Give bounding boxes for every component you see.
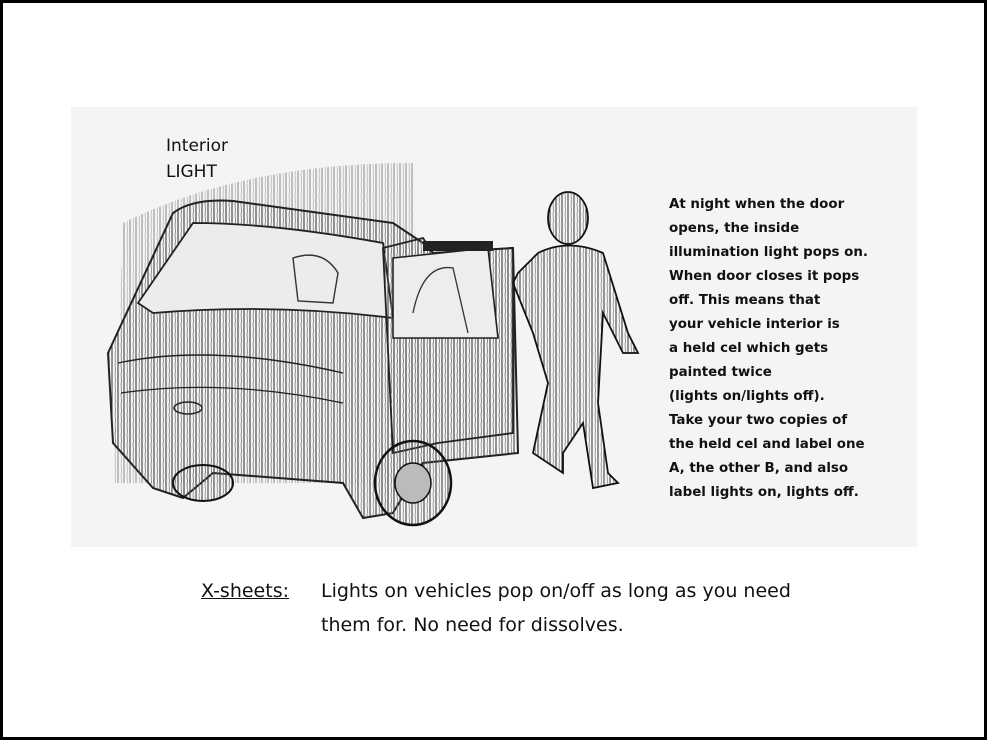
door-window xyxy=(393,248,498,338)
note-line: your vehicle interior is xyxy=(669,317,840,332)
note-line: (lights on/lights off). xyxy=(669,389,825,404)
note-line: off. This means that xyxy=(669,293,821,308)
note-line: illumination light pops on. xyxy=(669,245,868,260)
interior-light xyxy=(423,241,493,251)
xsheets-line: Lights on vehicles pop on/off as long as you need xyxy=(321,580,791,602)
van-sketch-illustration xyxy=(93,153,663,543)
note-line: Take your two copies of xyxy=(669,413,848,428)
note-line: the held cel and label one xyxy=(669,437,865,452)
explanation-note xyxy=(669,193,909,505)
figure-label xyxy=(166,133,228,185)
note-line: a held cel which gets xyxy=(669,341,829,356)
person-figure xyxy=(513,192,638,488)
note-line: When door closes it pops xyxy=(669,269,860,284)
xsheets-label: X-sheets: xyxy=(201,580,289,602)
xsheets-line: them for. No need for dissolves. xyxy=(321,614,624,636)
note-line: painted twice xyxy=(669,365,772,380)
note-line: A, the other B, and also xyxy=(669,461,849,476)
note-line: opens, the inside xyxy=(669,221,800,236)
figure-label-line: Interior xyxy=(166,136,229,156)
rear-wheel xyxy=(173,465,233,501)
figure-label-line: LIGHT xyxy=(166,162,217,182)
note-line: label lights on, lights off. xyxy=(669,485,859,500)
note-line: At night when the door xyxy=(669,197,845,212)
page xyxy=(3,3,984,737)
